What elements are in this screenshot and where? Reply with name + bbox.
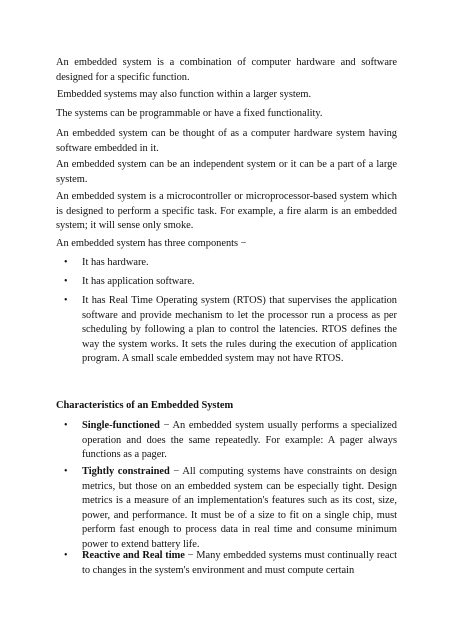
paragraph-larger-system: Embedded systems may also function within a larger system.	[57, 89, 312, 100]
list-item-application-software: It has application software.	[82, 276, 195, 287]
bullet-marker: •	[64, 295, 68, 306]
bullet-marker: •	[64, 550, 68, 561]
list-item-hardware: It has hardware.	[82, 257, 149, 268]
description-single-functioned: − An embedded system usually performs a specialized operation and does the same repeatedly. For example: A pager always functions as a pager.	[82, 420, 397, 461]
term-single-functioned: Single-functioned	[82, 420, 160, 431]
term-tightly-constrained: Tightly constrained	[82, 466, 170, 477]
bullet-marker: •	[64, 466, 68, 477]
term-reactive-real-time: Reactive and Real time	[82, 550, 185, 561]
list-item-single-functioned	[82, 419, 397, 463]
paragraph-programmable: The systems can be programmable or have a fixed functionality.	[56, 108, 323, 119]
list-item-reactive-real-time	[82, 549, 397, 578]
paragraph-definition: An embedded system is a combination of computer hardware and software designed for a specific function.	[56, 57, 397, 83]
paragraph-microcontroller: An embedded system is a microcontroller or microprocessor-based system which is designed to perform a specific task. For example, a fire alarm is an embedded system; it will sense only smoke.	[56, 191, 397, 232]
bullet-marker: •	[64, 276, 68, 287]
list-item-tightly-constrained	[82, 465, 397, 553]
section-heading: Characteristics of an Embedded System	[56, 400, 234, 411]
paragraph-three-components: An embedded system has three components −	[56, 238, 247, 249]
paragraph-software-embedded: An embedded system can be thought of as a computer hardware system having software embedded in it.	[56, 128, 397, 154]
bullet-marker: •	[64, 257, 68, 268]
description-tightly-constrained: − All computing systems have constraints on design metrics, but those on an embedded system can be especially tight. Design metrics is a measure of an implementation's features such as its cost, size, power, and performance. It must be of a size to fit on a single chip, must perform fast enough to process data in real time and consume minimum power to extend battery life.	[82, 466, 397, 550]
list-item-rtos: It has Real Time Operating system (RTOS) that supervises the application software and provide mechanism to let the processor run a process as per scheduling by following a plan to control the latencies. RTOS defines the way the system works. It sets the rules during the execution of application program. A small scale embedded system may not have RTOS.	[82, 295, 397, 365]
paragraph-independent: An embedded system can be an independent system or it can be a part of a large system.	[56, 159, 397, 185]
description-reactive-real-time: − Many embedded systems must continually react to changes in the system's environment and must compute certain	[82, 550, 398, 576]
bullet-marker: •	[64, 420, 68, 431]
